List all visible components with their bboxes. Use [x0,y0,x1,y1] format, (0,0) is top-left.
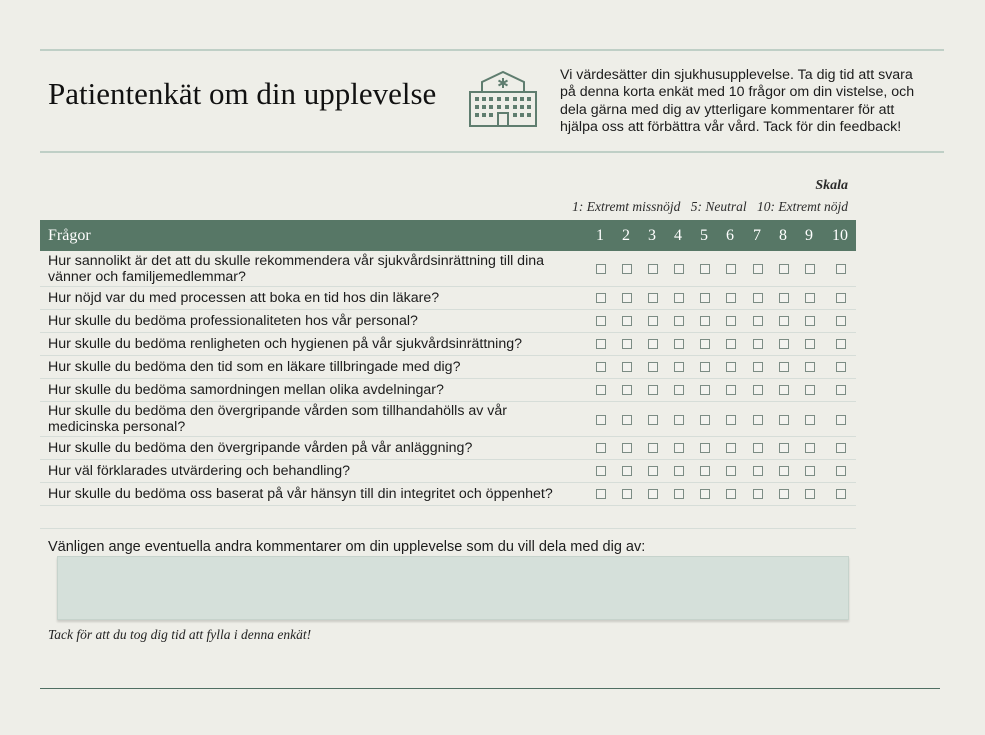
scale-number-header: 6 [726,227,734,244]
bottom-divider [40,688,940,689]
rating-checkbox-7[interactable] [753,293,763,303]
question-row [40,287,856,310]
rating-checkbox-8[interactable] [779,264,789,274]
rating-checkbox-1[interactable] [596,415,606,425]
rating-checkbox-9[interactable] [805,415,815,425]
scale-legend [565,199,848,215]
rating-checkbox-7[interactable] [753,489,763,499]
rating-checkbox-10[interactable] [836,316,846,326]
intro-text: Vi värdesätter din sjukhusupplevelse. Ta dig tid att svara på denna korta enkät med 10 frågor om din vistelse, och dela gärna med dig av ytterligare kommentarer för att hjälpa oss att förbättra vår vård. Tack för din feedback! [560,67,915,135]
rating-checkbox-9[interactable] [805,293,815,303]
rating-checkbox-10[interactable] [836,415,846,425]
question-text: Hur nöjd var du med processen att boka en tid hos din läkare? [48,290,440,306]
hospital-icon [468,70,538,128]
rating-checkbox-2[interactable] [622,316,632,326]
question-text: Hur skulle du bedöma den övergripande vården som tillhandahölls av vår medicinska personal? [48,403,507,435]
rating-checkbox-7[interactable] [753,466,763,476]
survey-table [40,220,856,529]
rating-checkbox-3[interactable] [648,385,658,395]
rating-checkbox-5[interactable] [700,443,710,453]
rating-checkbox-6[interactable] [726,362,736,372]
page-title: Patientenkät om din upplevelse [48,76,437,111]
scale-number-header: 2 [622,227,630,244]
rating-checkbox-9[interactable] [805,489,815,499]
table-header [40,220,856,251]
rating-checkbox-5[interactable] [700,385,710,395]
rating-checkbox-9[interactable] [805,316,815,326]
question-text: Hur skulle du bedöma den tid som en läkare tillbringade med dig? [48,359,461,375]
rating-checkbox-9[interactable] [805,385,815,395]
question-row [40,460,856,483]
rating-checkbox-3[interactable] [648,362,658,372]
scale-mid-label: 5: Neutral [690,199,747,214]
rating-checkbox-10[interactable] [836,443,846,453]
rating-checkbox-1[interactable] [596,466,606,476]
rating-checkbox-7[interactable] [753,316,763,326]
rating-checkbox-2[interactable] [622,443,632,453]
rating-checkbox-9[interactable] [805,443,815,453]
scale-low-label: 1: Extremt missnöjd [572,199,681,214]
rating-checkbox-3[interactable] [648,293,658,303]
rating-checkbox-9[interactable] [805,466,815,476]
rating-checkbox-5[interactable] [700,489,710,499]
rating-checkbox-2[interactable] [622,489,632,499]
rating-checkbox-10[interactable] [836,489,846,499]
rating-checkbox-7[interactable] [753,339,763,349]
rating-checkbox-6[interactable] [726,489,736,499]
rating-checkbox-1[interactable] [596,316,606,326]
rating-checkbox-4[interactable] [674,415,684,425]
rating-checkbox-10[interactable] [836,264,846,274]
question-text: Hur skulle du bedöma renligheten och hygienen på vår sjukvårdsinrättning? [48,336,522,352]
question-text: Hur skulle du bedöma den övergripande vården på vår anläggning? [48,440,473,456]
comments-label: Vänligen ange eventuella andra kommentarer om din upplevelse som du vill dela med dig av: [48,539,646,555]
rating-checkbox-10[interactable] [836,466,846,476]
rating-checkbox-4[interactable] [674,316,684,326]
rating-checkbox-7[interactable] [753,264,763,274]
rating-checkbox-3[interactable] [648,415,658,425]
question-text: Hur skulle du bedöma professionaliteten hos vår personal? [48,313,418,329]
rating-checkbox-1[interactable] [596,293,606,303]
question-text: Hur sannolikt är det att du skulle rekommendera vår sjukvårdsinrättning till dina vänner och familjemedlemmar? [48,253,545,285]
rating-checkbox-1[interactable] [596,385,606,395]
rating-checkbox-4[interactable] [674,339,684,349]
rating-checkbox-2[interactable] [622,264,632,274]
rating-checkbox-3[interactable] [648,264,658,274]
question-row [40,251,856,287]
rating-checkbox-3[interactable] [648,443,658,453]
rating-checkbox-6[interactable] [726,264,736,274]
scale-number-header: 3 [648,227,656,244]
scale-high-label: 10: Extremt nöjd [757,199,848,214]
rating-checkbox-2[interactable] [622,415,632,425]
question-row [40,402,856,437]
rating-checkbox-4[interactable] [674,443,684,453]
rating-checkbox-10[interactable] [836,362,846,372]
rating-checkbox-6[interactable] [726,415,736,425]
scale-number-header: 1 [596,227,604,244]
rating-checkbox-8[interactable] [779,385,789,395]
rating-checkbox-6[interactable] [726,339,736,349]
rating-checkbox-8[interactable] [779,415,789,425]
questions-column-header: Frågor [48,227,91,244]
rating-checkbox-2[interactable] [622,293,632,303]
rating-checkbox-3[interactable] [648,489,658,499]
rating-checkbox-9[interactable] [805,362,815,372]
rating-checkbox-8[interactable] [779,362,789,372]
rating-checkbox-4[interactable] [674,466,684,476]
rating-checkbox-3[interactable] [648,316,658,326]
question-text: Hur väl förklarades utvärdering och behandling? [48,463,351,479]
comments-textarea[interactable] [57,556,849,620]
rating-checkbox-4[interactable] [674,264,684,274]
table-spacer-row [40,506,856,529]
rating-checkbox-4[interactable] [674,293,684,303]
thank-you-note: Tack för att du tog dig tid att fylla i denna enkät! [48,627,312,642]
scale-number-header: 5 [700,227,708,244]
rating-checkbox-2[interactable] [622,339,632,349]
rating-checkbox-10[interactable] [836,339,846,349]
rating-checkbox-1[interactable] [596,489,606,499]
rating-checkbox-8[interactable] [779,293,789,303]
question-row [40,483,856,506]
rating-checkbox-3[interactable] [648,466,658,476]
rating-checkbox-5[interactable] [700,264,710,274]
rating-checkbox-5[interactable] [700,466,710,476]
rating-checkbox-1[interactable] [596,362,606,372]
rating-checkbox-5[interactable] [700,362,710,372]
question-text: Hur skulle du bedöma oss baserat på vår hänsyn till din integritet och öppenhet? [48,486,553,502]
header-divider [40,151,944,153]
rating-checkbox-6[interactable] [726,293,736,303]
rating-checkbox-4[interactable] [674,362,684,372]
rating-checkbox-8[interactable] [779,466,789,476]
rating-checkbox-6[interactable] [726,443,736,453]
rating-checkbox-10[interactable] [836,385,846,395]
rating-checkbox-2[interactable] [622,385,632,395]
rating-checkbox-1[interactable] [596,443,606,453]
rating-checkbox-8[interactable] [779,339,789,349]
rating-checkbox-9[interactable] [805,264,815,274]
rating-checkbox-9[interactable] [805,339,815,349]
rating-checkbox-1[interactable] [596,264,606,274]
scale-number-header: 10 [832,227,848,244]
rating-checkbox-8[interactable] [779,316,789,326]
question-row [40,310,856,333]
scale-number-header: 4 [674,227,682,244]
rating-checkbox-6[interactable] [726,466,736,476]
rating-checkbox-4[interactable] [674,385,684,395]
rating-checkbox-8[interactable] [779,489,789,499]
rating-checkbox-10[interactable] [836,293,846,303]
question-row [40,379,856,402]
rating-checkbox-2[interactable] [622,466,632,476]
rating-checkbox-1[interactable] [596,339,606,349]
rating-checkbox-8[interactable] [779,443,789,453]
rating-checkbox-3[interactable] [648,339,658,349]
rating-checkbox-5[interactable] [700,415,710,425]
rating-checkbox-7[interactable] [753,415,763,425]
rating-checkbox-6[interactable] [726,316,736,326]
question-row [40,437,856,460]
rating-checkbox-5[interactable] [700,316,710,326]
rating-checkbox-6[interactable] [726,385,736,395]
question-row [40,333,856,356]
rating-checkbox-7[interactable] [753,443,763,453]
scale-number-header: 7 [753,227,761,244]
scale-title: Skala [815,178,848,193]
rating-checkbox-5[interactable] [700,293,710,303]
question-row [40,356,856,379]
top-divider [40,49,944,51]
rating-checkbox-5[interactable] [700,339,710,349]
rating-checkbox-7[interactable] [753,362,763,372]
rating-checkbox-7[interactable] [753,385,763,395]
scale-number-header: 8 [779,227,787,244]
question-text: Hur skulle du bedöma samordningen mellan olika avdelningar? [48,382,444,398]
rating-checkbox-4[interactable] [674,489,684,499]
scale-number-header: 9 [805,227,813,244]
rating-checkbox-2[interactable] [622,362,632,372]
